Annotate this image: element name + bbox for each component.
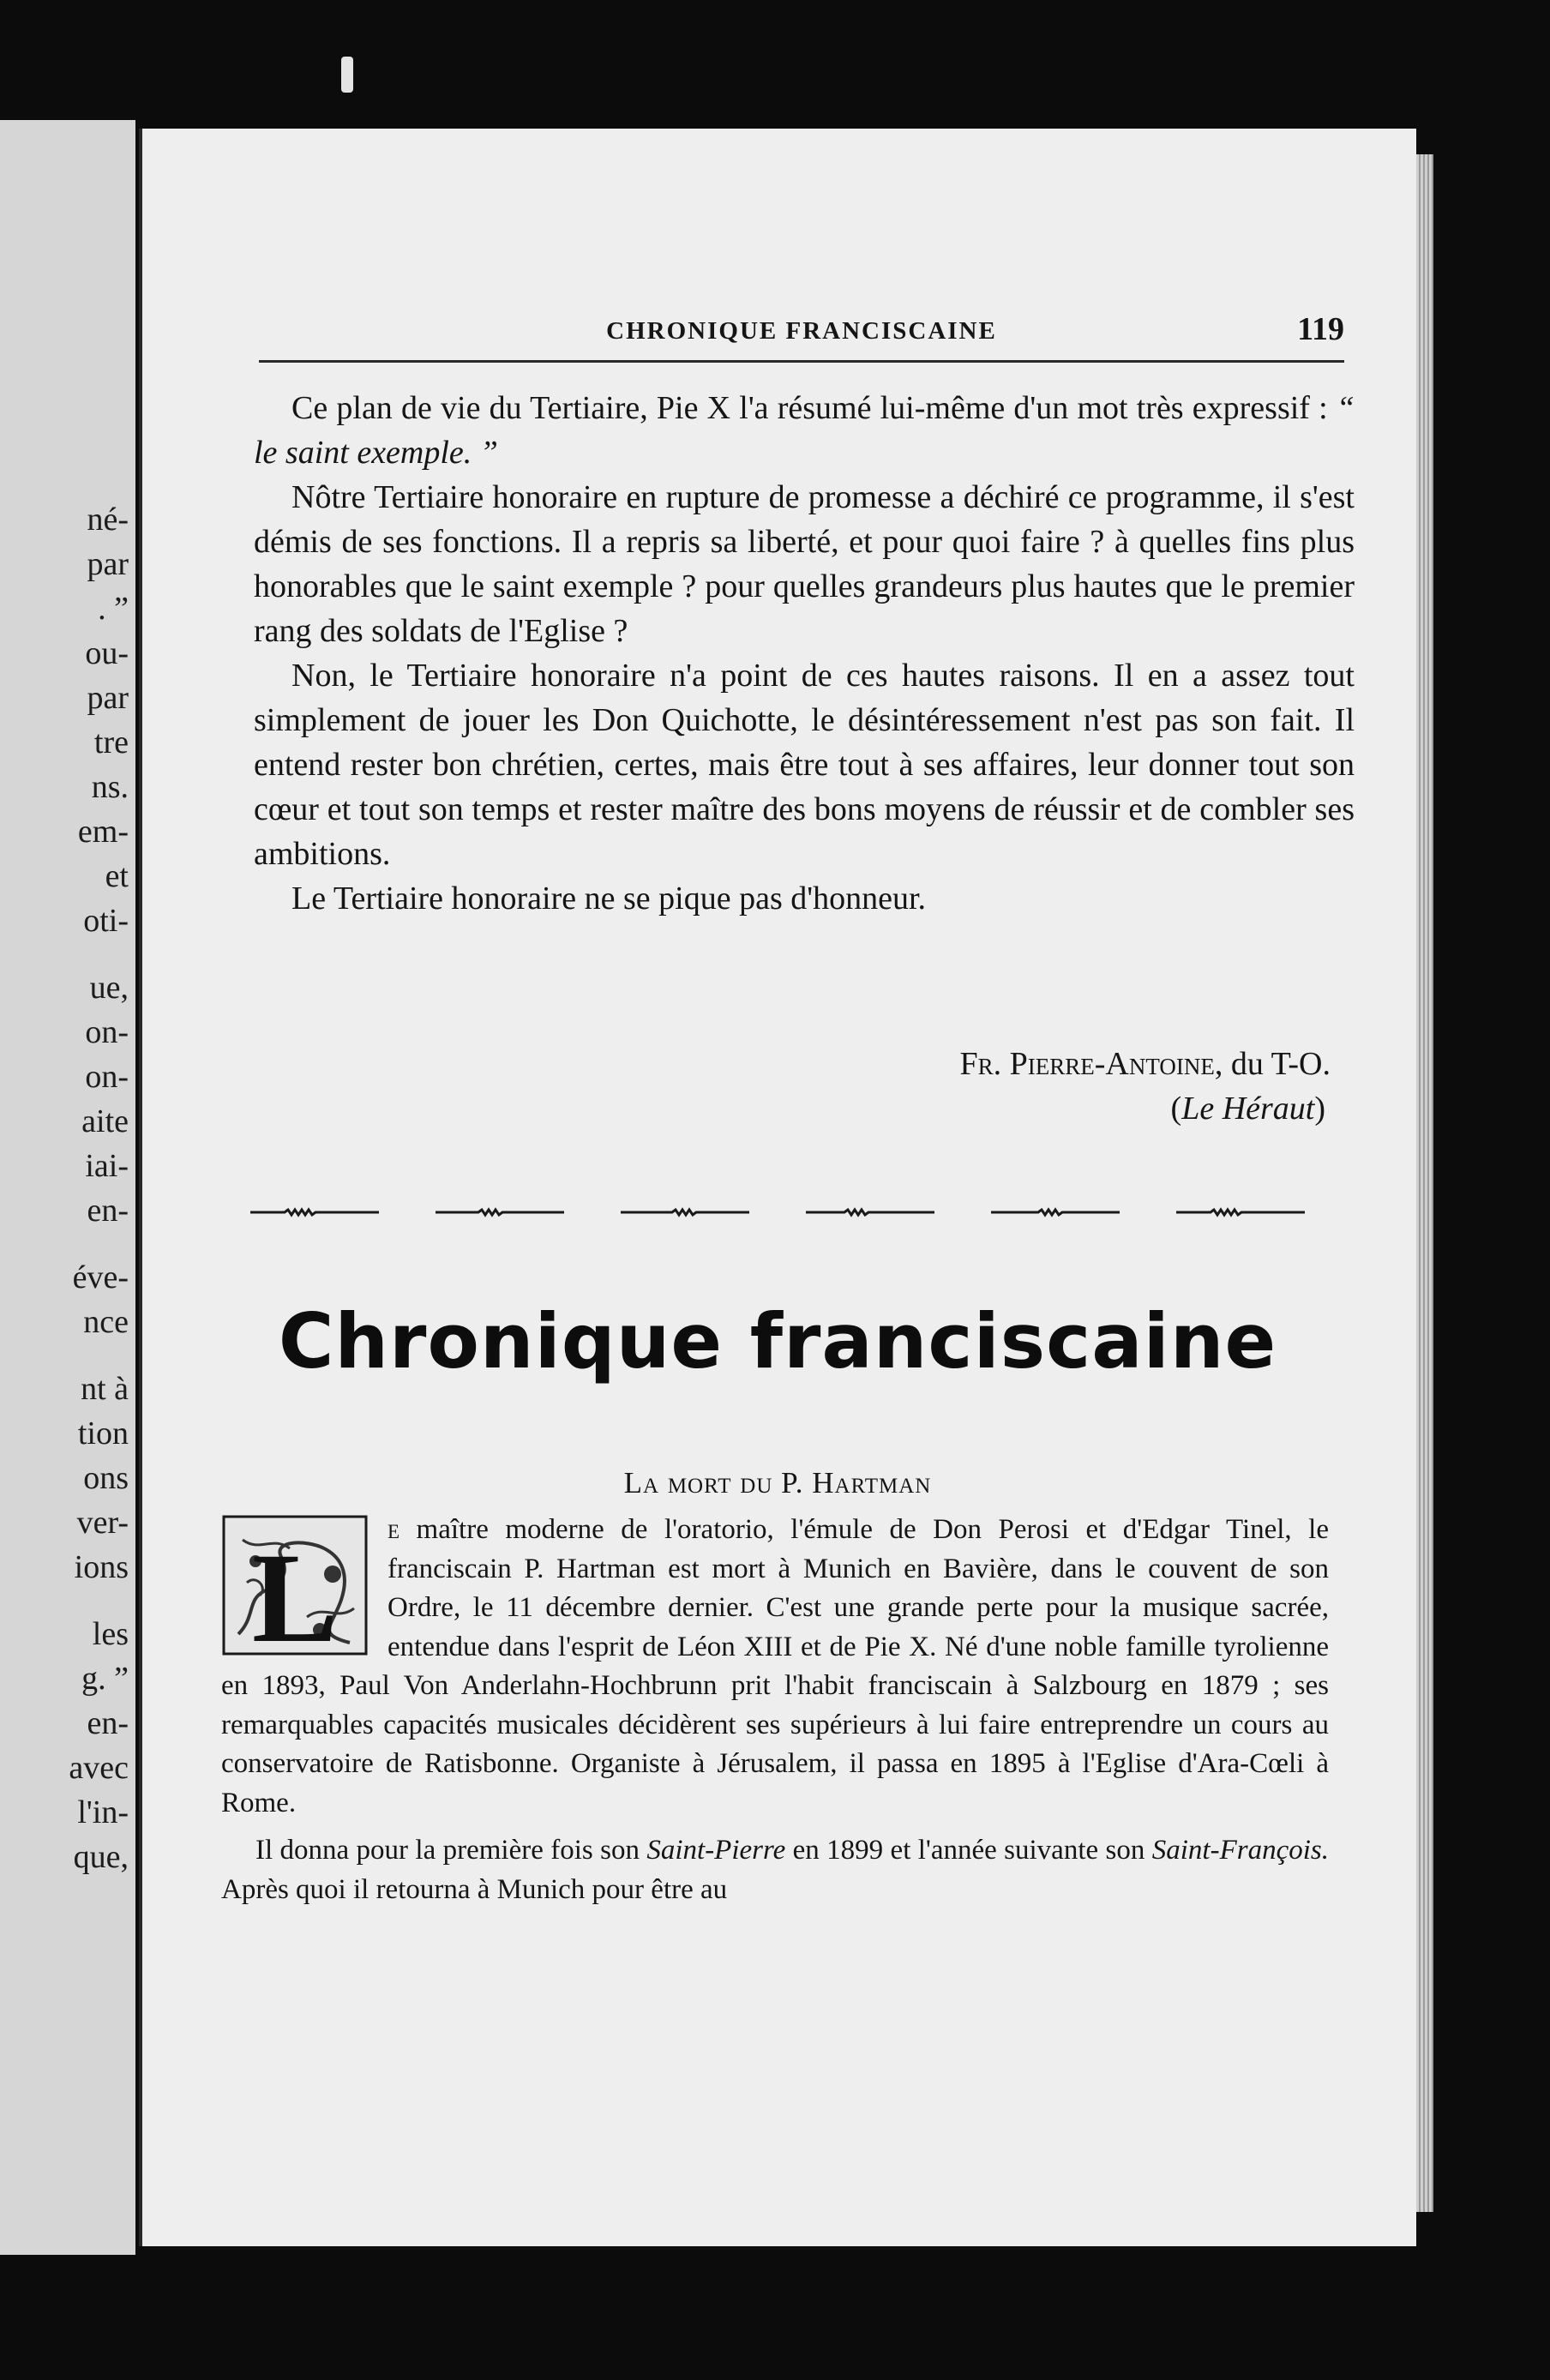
paragraph: Non, le Tertiaire honoraire n'a point de ces hautes raisons. Il en a assez tout simplement de jouer les Don Quichotte, le désintéressement n'est pas son fait. Il entend rester bon chrétien, certes, mais être tout à ses affaires, leur donner tout son cœur et tout son temps et rester maître des bons moyens de réussir et de combler ses ambitions. (254, 658, 1355, 872)
left-page-fragment: aite (81, 1103, 129, 1139)
article-paragraph: Il donna pour la première fois son Saint-Pierre en 1899 et l'année suivante son Saint-François. Après quoi il retourna à Munich pour être au (221, 1835, 1329, 1905)
left-page-fragment: nt à (81, 1371, 129, 1407)
left-page-fragment: tre (93, 724, 129, 760)
article-body (221, 1511, 1329, 1909)
left-page-fragment: . ” (98, 591, 129, 627)
paragraph: Ce plan de vie du Tertiaire, Pie X l'a résumé lui-même d'un mot très expressif : “ le saint exemple. ” (254, 390, 1355, 471)
left-page-fragment: en- (87, 1193, 129, 1229)
rule-segment (991, 1202, 1120, 1223)
left-page-fragment (69, 1233, 129, 1255)
left-page-fragment: on- (85, 1014, 129, 1050)
paragraph: Le Tertiaire honoraire ne se pique pas d'honneur. (291, 880, 926, 917)
paragraph: Nôtre Tertiaire honoraire en rupture de promesse a déchiré ce programme, il s'est démis de ses fonctions. Il a repris sa liberté, et pour quoi faire ? à quelles fins plus honorables que le saint exemple ? pour quelles grandeurs plus hautes que le premier rang des soldats de l'Eglise ? (254, 479, 1355, 649)
left-page-fragment: on- (85, 1059, 129, 1095)
signature: Fr. Pierre-Antoine, du T-O. (Le Héraut) (959, 1046, 1331, 1127)
rule-segment (621, 1202, 749, 1223)
left-page-fragments (69, 497, 129, 1879)
left-page-fragment: par (87, 680, 129, 716)
rule-segment (250, 1202, 379, 1223)
svg-text:L: L (251, 1527, 339, 1656)
left-page-fragment: em- (77, 814, 129, 850)
article-title: La mort du P. Hartman (623, 1466, 932, 1500)
left-page-fragment: ou- (85, 635, 129, 671)
left-page-fragment: en- (87, 1705, 129, 1741)
left-page-fragment: et (105, 858, 129, 894)
emphasis: “ le saint exemple. ” (254, 390, 1355, 471)
left-page-fragment: que, (73, 1839, 129, 1875)
left-page-fragment: oti- (83, 903, 129, 939)
left-page-fragment: tion (77, 1415, 129, 1451)
signature-source: Le Héraut (1181, 1091, 1315, 1127)
rule-segment (1176, 1202, 1305, 1223)
left-page-fragment: ons (83, 1460, 129, 1496)
left-page-fragment: ver- (76, 1505, 129, 1541)
left-page-fragment (69, 1590, 129, 1612)
page-edge-stack (1416, 154, 1433, 2212)
left-page-fragment (69, 1344, 129, 1367)
signature-author: Fr. Pierre-Antoine (959, 1046, 1215, 1082)
rule-segment (436, 1202, 564, 1223)
left-page-fragment: par (87, 546, 129, 582)
work-title: Saint-Pierre (646, 1835, 786, 1866)
left-page-fragment: ns. (91, 769, 129, 805)
article-paragraph: e maître moderne de l'oratorio, l'émule de Don Perosi et d'Edgar Tinel, le franciscain P. Hartman est mort à Munich en Bavière, dans le couvent de son Ordre, le 11 décembre dernier. C'est une grande perte pour la musique sacrée, entendue dans l'esprit de Léon XIII et de Pie X. Né d'une noble famille tyrolienne en 1893, Paul Von Anderlahn-Hochbrunn prit l'habit franciscain à Salzbourg en 1879 ; ses remarquables capacités musicales décidèrent ses supérieurs à lui faire entreprendre un cours au conservatoire de Ratisbonne. Organiste à Jérusalem, il passa en 1895 à l'Eglise d'Ara-Cœli à Rome. (221, 1514, 1329, 1818)
dropcap-ornament (221, 1514, 369, 1656)
left-page-fragment (69, 943, 129, 965)
work-title: Saint-François. (1151, 1835, 1329, 1866)
left-page-fragment: ue, (89, 970, 129, 1006)
rule-segment (806, 1202, 934, 1223)
left-page-fragment: g. ” (81, 1661, 129, 1697)
page-number: 119 (1297, 311, 1344, 347)
left-page-fragment: l'in- (77, 1794, 129, 1830)
left-page-fragment: né- (87, 502, 129, 538)
lead-word: e (388, 1514, 400, 1545)
signature-affiliation: , du T-O. (1214, 1046, 1331, 1082)
left-page-fragment: avec (69, 1750, 129, 1786)
running-head-title: CHRONIQUE FRANCISCAINE (606, 317, 997, 345)
left-page-fragment: ions (74, 1549, 129, 1585)
left-page-fragment: les (92, 1616, 129, 1652)
ornamental-rule (250, 1202, 1305, 1223)
body-text (254, 386, 1355, 921)
running-head (259, 309, 1344, 363)
top-mark (341, 57, 353, 93)
section-title: Chronique franciscaine (278, 1297, 1277, 1385)
left-page-edge (0, 120, 135, 2255)
left-page-fragment: iai- (85, 1148, 129, 1184)
left-page-fragment: nce (83, 1304, 129, 1340)
book-page (139, 129, 1416, 2246)
left-page-fragment: éve- (72, 1259, 129, 1295)
